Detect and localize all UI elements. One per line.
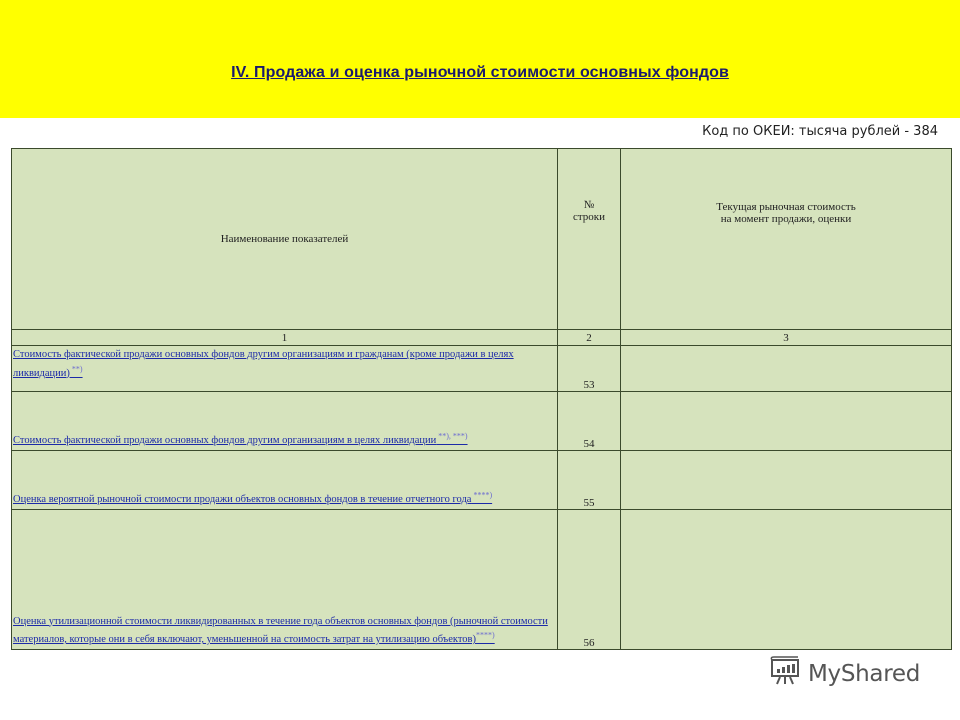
okei-unit-note: Код по ОКЕИ: тысяча рублей - 384 (702, 124, 938, 139)
row-value-cell[interactable] (621, 451, 952, 510)
presentation-chart-icon (768, 656, 802, 691)
funds-sale-table (11, 148, 952, 650)
row-name-cell (12, 346, 558, 392)
watermark-text: MyShared (808, 660, 921, 687)
header-row-number: № строки (558, 149, 621, 330)
title-banner (0, 0, 960, 118)
row-name-cell (12, 451, 558, 510)
row-link[interactable]: Оценка утилизационной стоимости ликвидированных в течение года объектов основных фондов (рыночной стоимости материалов, которые они в себя включают, уменьшенной на стоимость затрат на утилизацию объектов)****) (13, 615, 548, 645)
table-header-row (12, 149, 952, 330)
header-indicator-name: Наименование показателей (12, 149, 558, 330)
row-code: 53 (558, 346, 621, 392)
table-row (12, 392, 952, 451)
row-value-cell[interactable] (621, 392, 952, 451)
row-code: 56 (558, 510, 621, 650)
row-code: 54 (558, 392, 621, 451)
column-number-row (12, 330, 952, 346)
row-code: 55 (558, 451, 621, 510)
row-name-cell (12, 510, 558, 650)
row-value-cell[interactable] (621, 346, 952, 392)
row-link[interactable]: Стоимость фактической продажи основных фондов другим организациям и гражданам (кроме продажи в целях ликвидации) **) (13, 349, 514, 379)
row-name-cell (12, 392, 558, 451)
column-number: 2 (558, 330, 621, 346)
row-link[interactable]: Оценка вероятной рыночной стоимости продажи объектов основных фондов в течение отчетного года ****) (13, 490, 493, 505)
column-number: 3 (621, 330, 952, 346)
column-number: 1 (12, 330, 558, 346)
table-row (12, 510, 952, 650)
row-link[interactable]: Стоимость фактической продажи основных фондов другим организациям в целях ликвидации **), ***) (13, 431, 468, 446)
section-title: IV. Продажа и оценка рыночной стоимости основных фондов (231, 64, 729, 81)
header-market-value: Текущая рыночная стоимость на момент продажи, оценки (621, 149, 952, 330)
table-row (12, 346, 952, 392)
table-row (12, 451, 952, 510)
row-value-cell[interactable] (621, 510, 952, 650)
myshared-watermark (768, 656, 920, 691)
